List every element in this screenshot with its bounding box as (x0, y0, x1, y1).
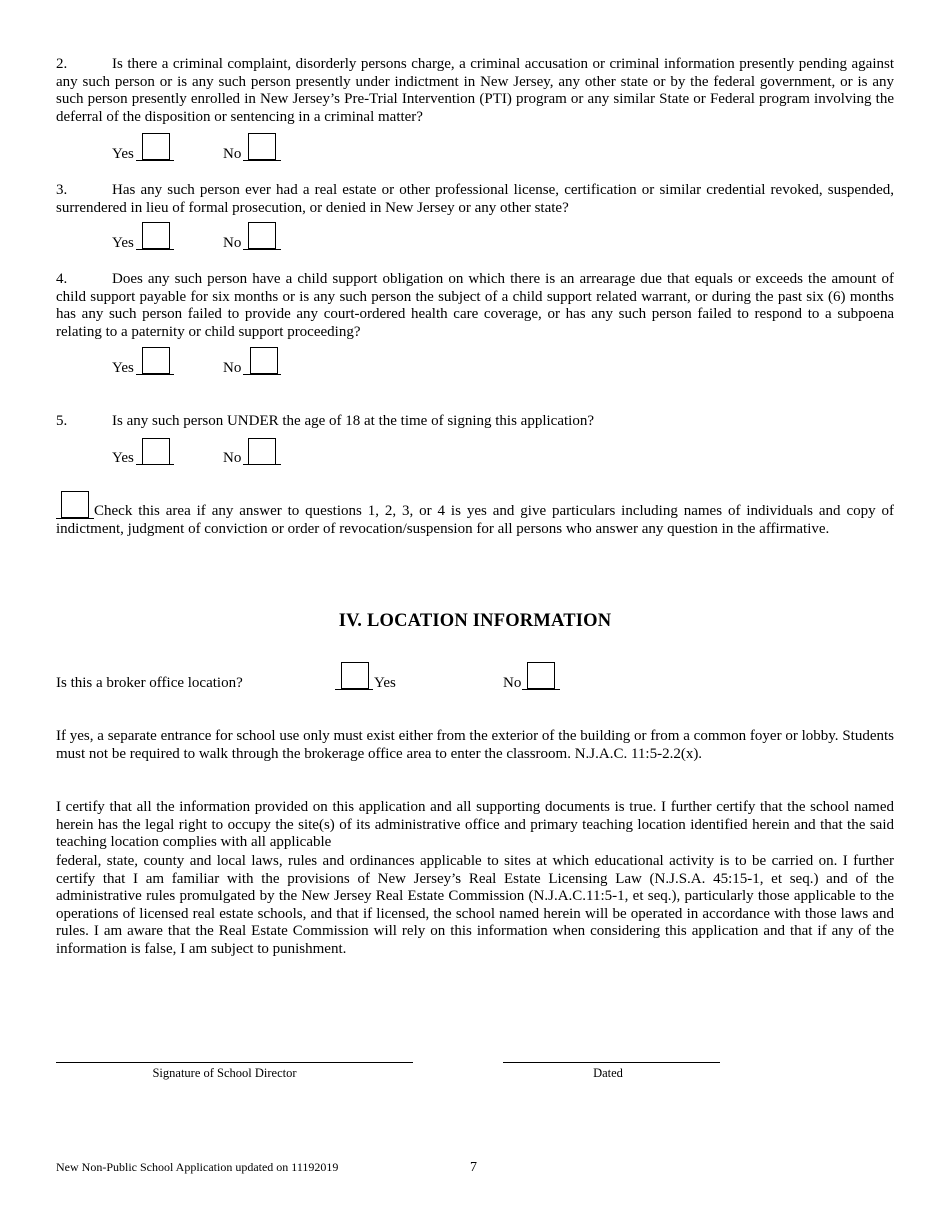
footer-text: New Non-Public School Application updated on 11192019 (56, 1160, 339, 1174)
answer-underline (335, 689, 373, 690)
page-number: 7 (470, 1160, 477, 1175)
q3-no-label: No (223, 235, 242, 251)
signature-caption: Signature of School Director (152, 1066, 297, 1080)
signature-line[interactable] (56, 1062, 413, 1063)
q3-no-checkbox[interactable] (248, 222, 276, 249)
q5-no-checkbox[interactable] (248, 438, 276, 465)
question-2 (56, 56, 894, 126)
section-heading: IV. LOCATION INFORMATION (338, 611, 612, 631)
broker-no-label: No (503, 675, 522, 691)
q2-no-checkbox[interactable] (248, 133, 276, 160)
answer-underline (136, 249, 174, 250)
question-4 (56, 271, 894, 341)
question-text: Is there a criminal complaint, disorderly persons charge, a criminal accusation or criminal information presently pending against any such person or is any such person presently under indictment in New Jersey, any other state or by the federal government, or is any such person presently enrolled in New Jersey’s Pre-Trial Intervention (PTI) program or any similar State or Federal program involving the deferral of the disposition or sentencing in a criminal matter? (56, 56, 894, 125)
answer-underline (136, 374, 174, 375)
question-number: 5. (56, 413, 68, 429)
q4-yes-label: Yes (112, 360, 134, 376)
broker-no-checkbox[interactable] (527, 662, 555, 689)
certification-part-2: federal, state, county and local laws, rules and ordinances applicable to sites at which educational activity is to be carried on. I further certify that I am familiar with the provisions of New Jersey’s Real Estate Licensing Law (N.J.S.A. 45:15-1, et seq.) and of the administrative rules promulgated by the New Jersey Real Estate Commission (N.J.A.C.11:5-1, et seq.), particularly those applicable to the operations of licensed real estate schools, and that if licensed, the school named herein will be operated in accordance with those laws and rules. I am aware that the Real Estate Commission will rely on this information when considering this application and that if any of the information is false, I am subject to punishment. (56, 853, 894, 957)
q3-yes-label: Yes (112, 235, 134, 251)
q2-yes-label: Yes (112, 146, 134, 162)
answer-underline (243, 160, 281, 161)
answer-underline (136, 160, 174, 161)
entrance-note: If yes, a separate entrance for school use only must exist either from the exterior of the building or from a common foyer or lobby. Students must not be required to walk through the brokerage office area to enter the classroom. N.J.A.C. 11:5-2.2(x). (56, 728, 894, 762)
q3-yes-checkbox[interactable] (142, 222, 170, 249)
q4-no-checkbox[interactable] (250, 347, 278, 374)
broker-yes-checkbox[interactable] (341, 662, 369, 689)
check-area-text: Check this area if any answer to questions 1, 2, 3, or 4 is yes and give particulars including names of individuals and copy of indictment, judgment of conviction or order of revocation/suspension for all persons who answer any question in the affirmative. (56, 503, 894, 537)
date-line[interactable] (503, 1062, 720, 1063)
question-text: Does any such person have a child support obligation on which there is an arrearage due that equals or exceeds the amount of child support payable for six months or is any such person the subject of a child support related warrant, or during the past six (6) months has any such person failed to provide any court-ordered health care coverage, or has any such person failed to respond to a subpoena relating to a paternity or child support proceeding? (56, 271, 894, 340)
question-text: Is any such person UNDER the age of 18 at the time of signing this application? (112, 413, 594, 429)
broker-yes-label: Yes (374, 675, 396, 691)
answer-underline (243, 249, 281, 250)
answer-underline (243, 464, 281, 465)
question-number: 4. (56, 271, 68, 287)
q5-no-label: No (223, 450, 242, 466)
question-number: 2. (56, 56, 68, 72)
answer-underline (522, 689, 560, 690)
certification-part-1: I certify that all the information provided on this application and all supporting documents is true. I further certify that the school named herein has the legal right to occupy the site(s) of its administrative office and primary teaching location identified herein and that the said teaching location complies with all applicable (56, 799, 894, 850)
broker-question: Is this a broker office location? (56, 675, 243, 691)
q2-no-label: No (223, 146, 242, 162)
date-caption: Dated (593, 1066, 623, 1080)
q2-yes-checkbox[interactable] (142, 133, 170, 160)
answer-underline (243, 374, 281, 375)
question-number: 3. (56, 182, 68, 198)
q4-yes-checkbox[interactable] (142, 347, 170, 374)
answer-underline (136, 464, 174, 465)
question-text: Has any such person ever had a real estate or other professional license, certification or similar credential revoked, suspended, surrendered in lieu of formal prosecution, or denied in New Jersey or any other state? (56, 182, 894, 216)
q4-no-label: No (223, 360, 242, 376)
q5-yes-checkbox[interactable] (142, 438, 170, 465)
question-3 (56, 182, 894, 217)
question-5 (56, 413, 894, 431)
q5-yes-label: Yes (112, 450, 134, 466)
